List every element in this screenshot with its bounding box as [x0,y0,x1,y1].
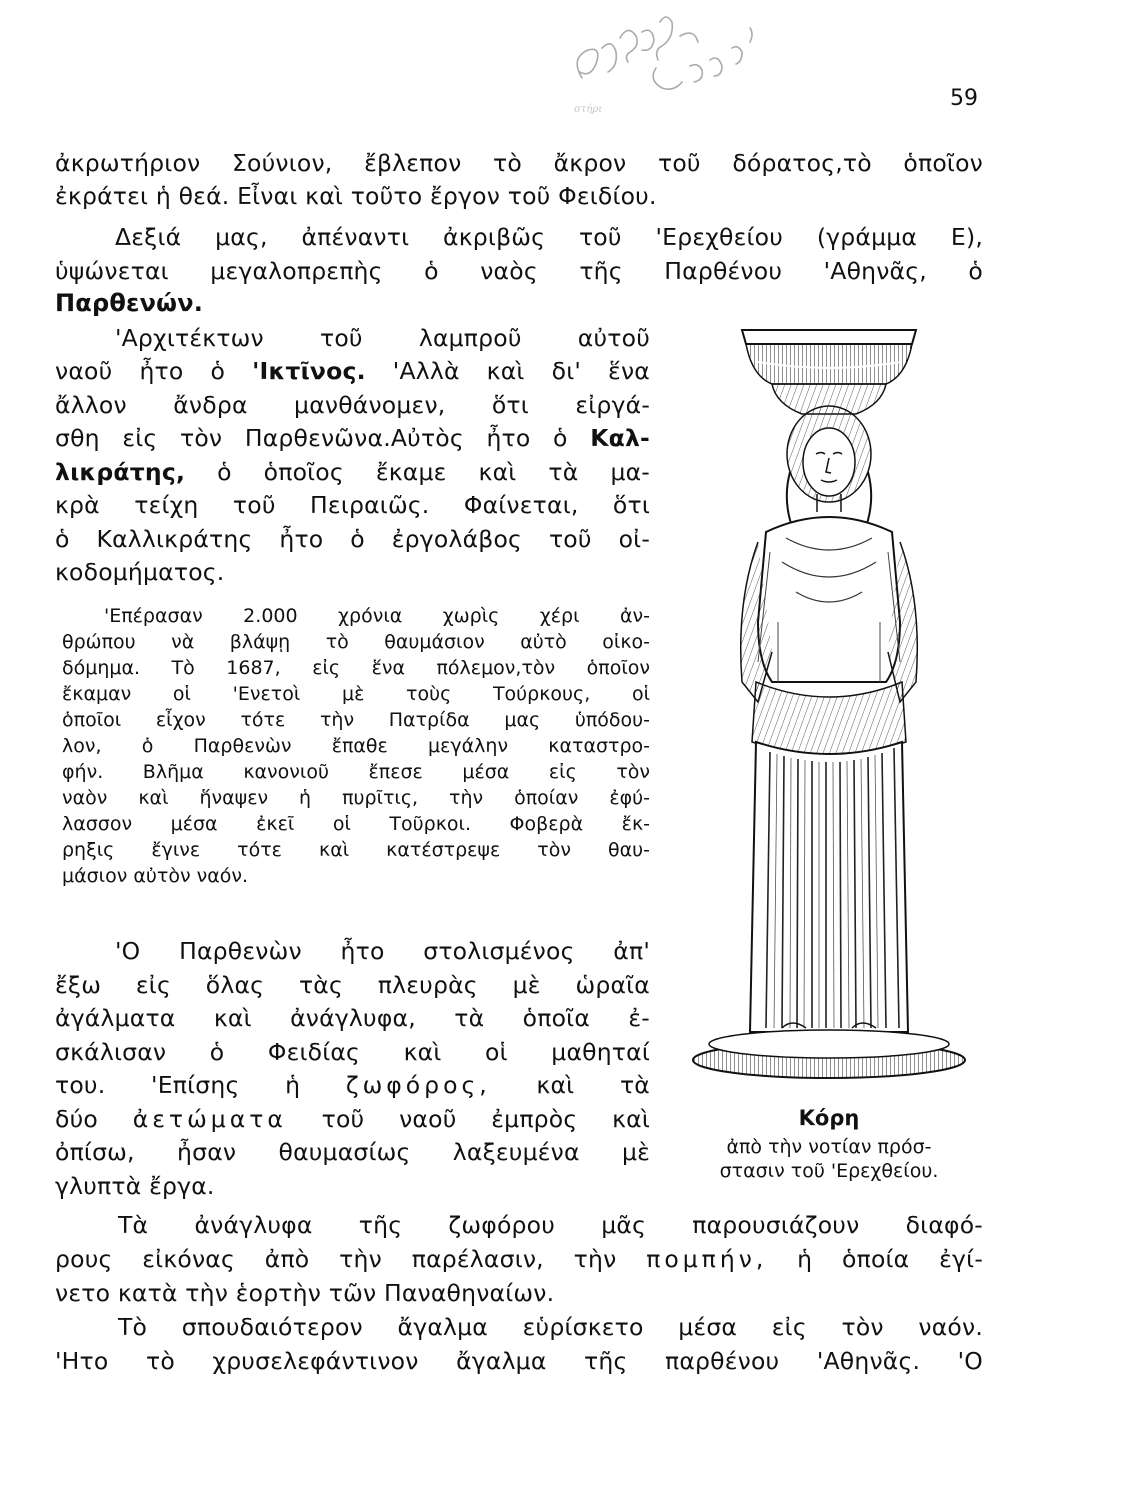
p4-line-3: ἀγάλματα καὶ ἀνάγλυφα, τὰ ὁποῖα ἐ- [55,1004,650,1032]
small-line-10: ρηξις ἔγινε τότε καὶ κατέστρεψε τὸν θαυ- [62,839,650,861]
p3-line-2-text-b: 'Αλλὰ καὶ δι' ἕνα [365,357,650,385]
p6-line-2: 'Ητο τὸ χρυσελεφάντινον ἄγαλμα τῆς παρθένου 'Αθηνᾶς. 'Ο [55,1347,983,1375]
kallikratis-bold-a: Καλ- [590,424,650,452]
small-line-4: ἔκαμαν οἱ 'Ενετοὶ μὲ τοὺς Τούρκους, οἱ [62,683,650,705]
p2-heading-parthenon: Παρθενών. [55,289,204,317]
small-line-1: 'Επέρασαν 2.000 χρόνια χωρὶς χέρι ἀν- [104,605,650,627]
p3-line-7: ὁ Καλλικράτης ἦτο ὁ ἐργολάβος τοῦ οἰ- [55,525,650,553]
p3-line-8: κοδομήματος. [55,558,225,586]
small-line-3: δόμημα. Τὸ 1687, εἰς ἕνα πόλεμον,τὸν ὁποῖον [62,657,650,679]
p4-line-6-text-a: δύο [55,1105,133,1133]
p3-line-2-text-a: ναοῦ ἦτο ὁ [55,357,253,385]
p5-line-1: Τὰ ἀνάγλυφα τῆς ζωφόρου μᾶς παρουσιάζουν διαφό- [118,1211,983,1239]
page-number: 59 [950,86,978,111]
caption-line-1: ἀπὸ τὴν νοτίαν πρόσ- [726,1136,932,1158]
zoforos-spaced: ζωφόρος, [345,1071,491,1099]
small-line-8: ναὸν καὶ ἥναψεν ἡ πυρῖτις, τὴν ὁποίαν ἐφύ- [62,787,650,809]
p4-line-5 [55,1070,650,1100]
p2-line-1: Δεξιά μας, ἀπέναντι ἀκριβῶς τοῦ 'Ερεχθείου (γράμμα Ε), [115,223,983,251]
aetomata-spaced: ἀετώματα [132,1105,287,1133]
small-line-2: θρώπου νὰ βλάψῃ τὸ θαυμάσιον αὐτὸ οἰκο- [62,631,650,653]
caption-line-2: στασιν τοῦ 'Ερεχθείου. [719,1160,939,1182]
small-line-6: λον, ὁ Παρθενὼν ἔπαθε μεγάλην καταστρο- [62,735,650,757]
p5-line-2-text-a: ρους εἰκόνας ἀπὸ τὴν παρέλασιν, τὴν [55,1245,647,1273]
p1-line-1: ἀκρωτήριον Σούνιον, ἔβλεπον τὸ ἄκρον τοῦ δόρατος,τὸ ὁποῖον [55,149,983,177]
p4-line-5-text-a: του. 'Επίσης ἡ [55,1071,346,1099]
p3-line-5 [55,457,650,487]
p4-line-1: 'Ο Παρθενὼν ἦτο στολισμένος ἀπ' [115,937,650,965]
p4-line-8: γλυπτὰ ἔργα. [55,1172,215,1200]
p3-line-5-text-b: ὁ ὁποῖος ἔκαμε καὶ τὰ μα- [185,458,650,486]
p4-line-6 [55,1104,650,1134]
p3-line-4-text-a: σθη εἰς τὸν Παρθενῶνα.Αὐτὸς ἦτο ὁ [55,424,591,452]
p4-line-5-text-b: καὶ τὰ [490,1071,650,1099]
p4-line-2: ἔξω εἰς ὅλας τὰς πλευρὰς μὲ ὡραῖα [55,971,650,999]
p5-line-3: νετο κατὰ τὴν ἑορτὴν τῶν Παναθηναίων. [55,1279,555,1307]
small-line-11: μάσιον αὐτὸν ναόν. [62,865,249,887]
p5-line-2-text-b: ἡ ὁποία ἐγί- [767,1245,983,1273]
small-line-9: λασσον μέσα ἐκεῖ οἱ Τοῦρκοι. Φοβερὰ ἔκ- [62,813,650,835]
p3-line-2 [55,356,650,386]
iktinos-bold: 'Ικτῖνος. [252,357,366,385]
p3-line-3: ἄλλον ἄνδρα μανθάνομεν, ὅτι εἰργά- [55,391,650,419]
p4-line-7: ὀπίσω, ἦσαν θαυμασίως λαξευμένα μὲ [55,1138,650,1166]
p3-line-4 [55,423,650,453]
kore-statue-illustration [686,322,972,1102]
p4-line-4: σκάλισαν ὁ Φειδίας καὶ οἱ μαθηταί [55,1038,650,1066]
kallikratis-bold-b: λικράτης, [55,458,186,486]
small-line-7: φήν. Βλῆμα κανονιοῦ ἔπεσε μέσα εἰς τὸν [62,761,650,783]
p6-line-1: Τὸ σπουδαιότερον ἄγαλμα εὑρίσκετο μέσα εἰς τὸν ναόν. [118,1313,983,1341]
p3-line-1: 'Αρχιτέκτων τοῦ λαμπροῦ αὐτοῦ [115,324,650,352]
handwritten-note-text: στήρι [574,104,603,115]
p4-line-6-text-b: τοῦ ναοῦ ἐμπρὸς καὶ [286,1105,651,1133]
handwritten-note [560,8,800,118]
pompin-spaced: πομπήν, [646,1245,768,1273]
small-line-5: ὁποῖοι εἶχον τότε τὴν Πατρίδα μας ὑπόδου- [62,709,650,731]
p3-line-6: κρὰ τείχη τοῦ Πειραιῶς. Φαίνεται, ὅτι [55,491,650,519]
p5-line-2 [55,1244,983,1274]
caption-title: Κόρη [798,1106,860,1130]
p2-line-2: ὑψώνεται μεγαλοπρεπὴς ὁ ναὸς τῆς Παρθένου 'Αθηνᾶς, ὁ [55,257,983,285]
p1-line-2: ἐκράτει ἡ θεά. Εἶναι καὶ τοῦτο ἔργον τοῦ Φειδίου. [55,182,657,210]
